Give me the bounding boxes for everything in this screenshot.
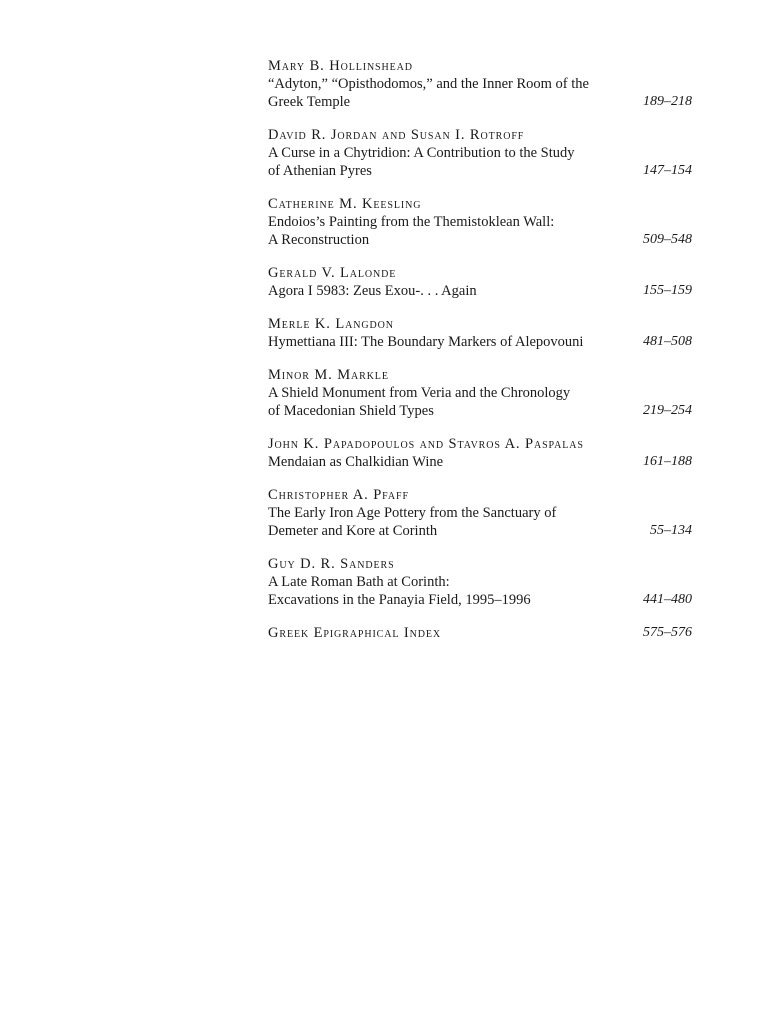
entry-title-line: Mendaian as Chalkidian Wine: [268, 454, 444, 470]
entry-title-line: Greek Temple: [268, 94, 351, 110]
entry-title-line: A Late Roman Bath at Corinth:: [268, 574, 450, 590]
entry-pages: 575–576: [643, 625, 692, 640]
entry-title-line: Excavations in the Panayia Field, 1995–1996: [268, 592, 531, 608]
entry-title-line: Agora I 5983: Zeus Exou-. . . Again: [268, 283, 477, 299]
entry-pages: 55–134: [650, 523, 692, 538]
entry-author: Gerald V. Lalonde: [268, 265, 397, 281]
entry-pages: 219–254: [643, 403, 692, 418]
toc-entry: [268, 555, 692, 609]
toc-entry: [268, 366, 692, 420]
table-of-contents: [268, 57, 692, 657]
entry-pages: 189–218: [643, 94, 692, 109]
entry-title-line: A Curse in a Chytridion: A Contribution to the Study: [268, 145, 575, 161]
entry-author: Catherine M. Keesling: [268, 196, 422, 212]
entry-title-line: The Early Iron Age Pottery from the Sanctuary of: [268, 505, 557, 521]
entry-pages: 147–154: [643, 163, 692, 178]
entry-author: Guy D. R. Sanders: [268, 556, 395, 572]
toc-entry: [268, 195, 692, 249]
entry-author: Mary B. Hollinshead: [268, 58, 413, 74]
toc-entry: [268, 435, 692, 471]
entry-title-line: Hymettiana III: The Boundary Markers of Alepovouni: [268, 334, 584, 350]
entry-title-line: A Reconstruction: [268, 232, 370, 248]
entry-author: David R. Jordan and Susan I. Rotroff: [268, 127, 525, 143]
entry-title-line: “Adyton,” “Opisthodomos,” and the Inner Room of the: [268, 76, 589, 92]
toc-entry: [268, 264, 692, 300]
entry-title-line: A Shield Monument from Veria and the Chronology: [268, 385, 571, 401]
entry-author: Greek Epigraphical Index: [268, 625, 442, 641]
entry-pages: 441–480: [643, 592, 692, 607]
toc-entry: [268, 315, 692, 351]
entry-author: Minor M. Markle: [268, 367, 389, 383]
toc-entry: [268, 624, 692, 642]
toc-entry: [268, 126, 692, 180]
entry-pages: 481–508: [643, 334, 692, 349]
entry-author: Christopher A. Pfaff: [268, 487, 409, 503]
entry-title-line: Endoios’s Painting from the Themistoklean Wall:: [268, 214, 555, 230]
entry-title-line: of Macedonian Shield Types: [268, 403, 434, 419]
entry-pages: 509–548: [643, 232, 692, 247]
entry-title-line: of Athenian Pyres: [268, 163, 372, 179]
entry-author: John K. Papadopoulos and Stavros A. Paspalas: [268, 436, 584, 452]
entry-pages: 155–159: [643, 283, 692, 298]
toc-entry: [268, 486, 692, 540]
entry-title-line: Demeter and Kore at Corinth: [268, 523, 438, 539]
entry-pages: 161–188: [643, 454, 692, 469]
toc-entry: [268, 57, 692, 111]
entry-author: Merle K. Langdon: [268, 316, 394, 332]
